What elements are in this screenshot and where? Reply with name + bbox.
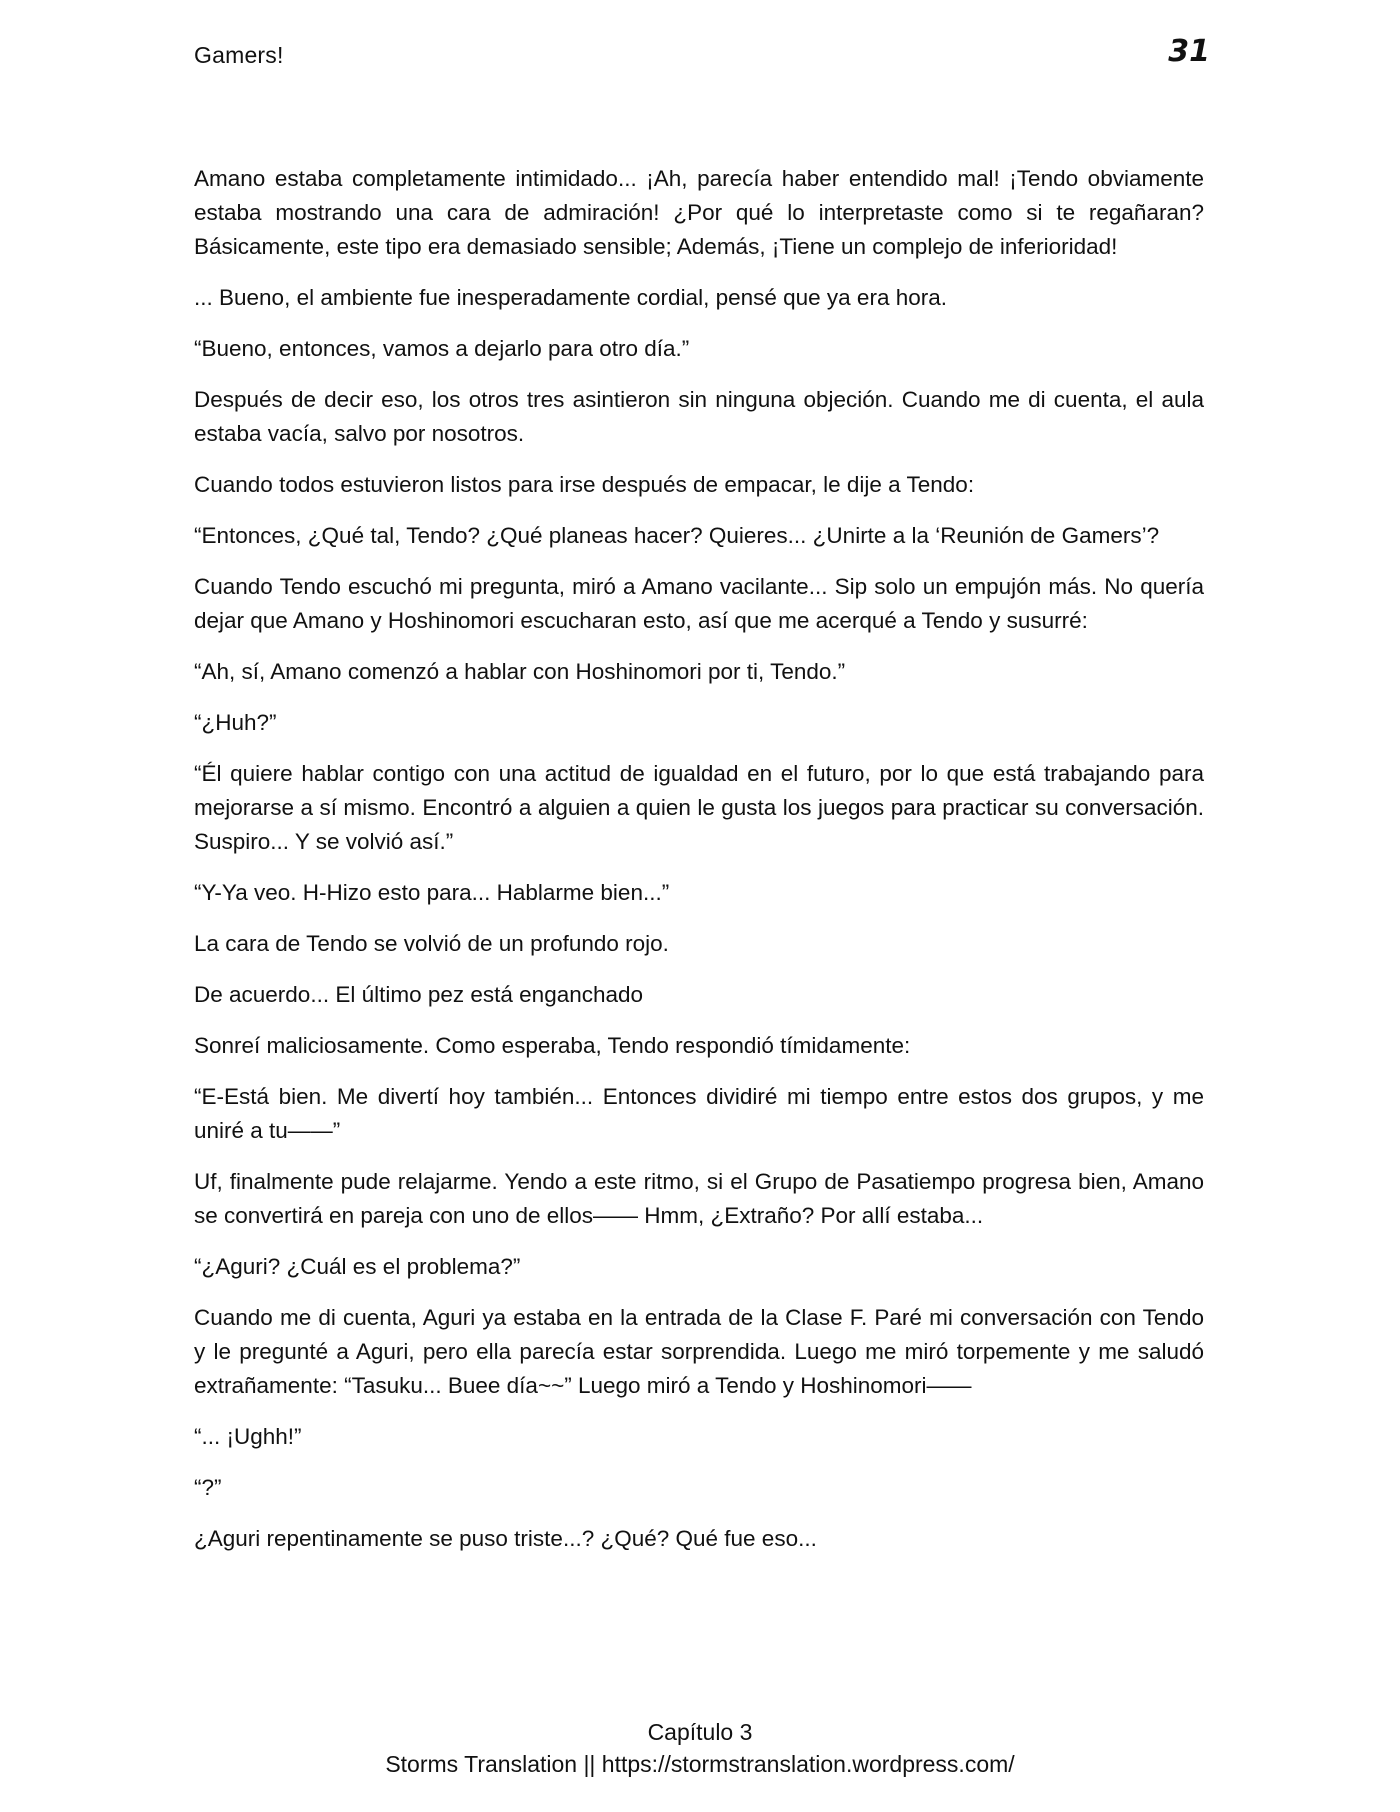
paragraph: “E-Está bien. Me divertí hoy también... Entonces dividiré mi tiempo entre estos dos grupos, y me uniré a tu——” — [194, 1084, 1204, 1143]
paragraph: Sonreí maliciosamente. Como esperaba, Tendo respondió tímidamente: — [194, 1033, 911, 1058]
paragraph: “Ah, sí, Amano comenzó a hablar con Hoshinomori por ti, Tendo.” — [194, 659, 846, 684]
paragraph: “Y-Ya veo. H-Hizo esto para... Hablarme bien...” — [194, 880, 670, 905]
paragraph: Uf, finalmente pude relajarme. Yendo a este ritmo, si el Grupo de Pasatiempo progresa bien, Amano se convertirá en pareja con uno de ellos—— Hmm, ¿Extraño? Por allí estaba... — [194, 1169, 1204, 1228]
paragraph: “Bueno, entonces, vamos a dejarlo para otro día.” — [194, 336, 690, 361]
paragraph: Cuando Tendo escuchó mi pregunta, miró a Amano vacilante... Sip solo un empujón más. No quería dejar que Amano y Hoshinomori escucharan esto, así que me acerqué a Tendo y susurré: — [194, 574, 1204, 633]
footer-credit: Storms Translation || https://stormstranslation.wordpress.com/ — [385, 1751, 1015, 1777]
paragraph: La cara de Tendo se volvió de un profundo rojo. — [194, 931, 669, 956]
paragraph: “Él quiere hablar contigo con una actitud de igualdad en el futuro, por lo que está trabajando para mejorarse a sí mismo. Encontró a alguien a quien le gusta los juegos para practicar su conversación. Suspiro... Y se volvió así.” — [194, 761, 1204, 854]
paragraph: Cuando me di cuenta, Aguri ya estaba en la entrada de la Clase F. Paré mi conversación con Tendo y le pregunté a Aguri, pero ella parecía estar sorprendida. Luego me miró torpemente y me saludó extrañamente: “Tasuku... Buee día~~” Luego miró a Tendo y Hoshinomori—— — [194, 1305, 1204, 1398]
header-title: Gamers! — [194, 42, 284, 68]
paragraph: De acuerdo... El último pez está enganchado — [194, 982, 644, 1007]
paragraph: “Entonces, ¿Qué tal, Tendo? ¿Qué planeas hacer? Quieres... ¿Unirte a la ‘Reunión de Gamers’? — [194, 523, 1160, 548]
paragraph: Cuando todos estuvieron listos para irse después de empacar, le dije a Tendo: — [194, 472, 975, 497]
paragraph: “... ¡Ughh!” — [194, 1424, 302, 1449]
page-footer — [0, 1716, 1400, 1780]
paragraph: “¿Huh?” — [194, 710, 277, 735]
paragraph: “¿Aguri? ¿Cuál es el problema?” — [194, 1254, 521, 1279]
footer-chapter: Capítulo 3 — [647, 1719, 753, 1745]
paragraph: ... Bueno, el ambiente fue inesperadamente cordial, pensé que ya era hora. — [194, 285, 947, 310]
body-text — [194, 162, 1204, 1573]
paragraph: “?” — [194, 1475, 222, 1500]
paragraph: ¿Aguri repentinamente se puso triste...? ¿Qué? Qué fue eso... — [194, 1526, 817, 1551]
page-number: 31 — [1168, 34, 1210, 69]
paragraph: Amano estaba completamente intimidado... ¡Ah, parecía haber entendido mal! ¡Tendo obviamente estaba mostrando una cara de admiración! ¿Por qué lo interpretaste como si te regañaran? Básicamente, este tipo era demasiado sensible; Además, ¡Tiene un complejo de inferioridad! — [194, 166, 1204, 259]
paragraph: Después de decir eso, los otros tres asintieron sin ninguna objeción. Cuando me di cuenta, el aula estaba vacía, salvo por nosotros. — [194, 387, 1204, 446]
